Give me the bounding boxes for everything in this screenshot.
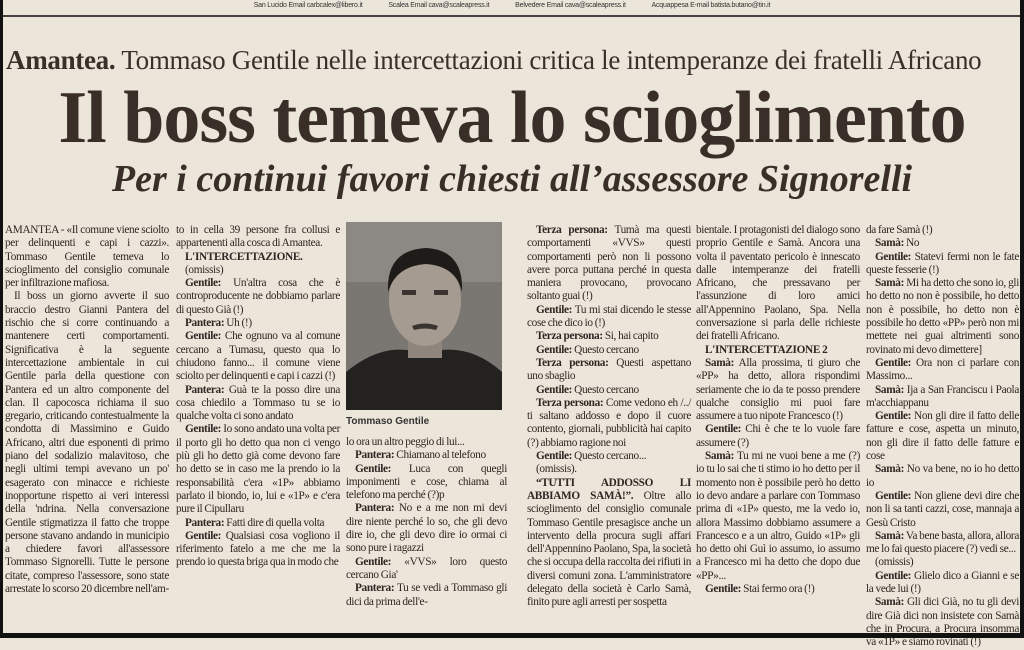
paragraph-text: Tu se vedi a Tommaso gli dici da prima dell'e- [346, 582, 507, 608]
article-column-1 [5, 224, 169, 596]
speaker-label: “TUTTI ADDOSSO LI ABBIAMO SAMÀ!”. [527, 476, 691, 502]
paragraph-text: No [904, 237, 920, 250]
paragraph-text: Come vedono eh /../ ti saltano addosso e dopo il cuore contento, giornali, pubblicità hai capito (?) abbiamo ragione noi [527, 396, 692, 449]
speaker-label: Gentile: [355, 555, 392, 568]
article-paragraph [346, 502, 507, 555]
article-paragraph [5, 224, 169, 290]
speaker-label: Gentile: [185, 423, 222, 436]
paragraph-text: Mi ha detto che sono io, gli ho detto no non è possibile, ho detto non è possibile, ho detto non è possibile ho detto «PP» però non mi mettete nei guai altrimenti sono rovinato mi devo dimettere] [866, 277, 1019, 356]
article-paragraph [346, 449, 507, 462]
speaker-label: Gentile: [185, 330, 222, 343]
headline: Il boss temeva lo scioglimento [58, 77, 966, 159]
speaker-label: Pantera: [185, 317, 225, 330]
paragraph-text: Un'altra cosa che è controproducente ne dobbiamo parlare di questo Già (!) [176, 277, 340, 316]
speaker-label: Gentile: [875, 489, 912, 502]
paragraph-text: Si, hai capito [602, 330, 659, 343]
kicker-text: Tommaso Gentile nelle intercettazioni critica le intemperanze dei fratelli Africano [121, 45, 982, 75]
speaker-label: Gentile: [875, 410, 912, 423]
paragraph-text: to in cella 39 persone fra collusi e appartenenti alla cosca di Amantea. [176, 224, 340, 250]
speaker-label: Gentile: [355, 462, 392, 475]
photo-caption: Tommaso Gentile [346, 416, 430, 427]
article-paragraph [527, 344, 691, 357]
article-column-6 [866, 224, 1019, 650]
paragraph-text: Io sono andato una volta per il porto gli ho detto qua non ci vengo più gli ho detto già come devono fare ho detto se in caso me la prendo io la responsabilità c'era «1P» abbiamo parlato il biondo, io, lui e «1P» e c'era pure il Cipullaru [176, 423, 340, 516]
article-paragraph [866, 570, 1019, 597]
speaker-label: Gentile: [875, 356, 912, 369]
paragraph-text: Chi è che te lo vuole fare assumere (?) [696, 423, 860, 449]
speaker-label: Pantera: [355, 449, 395, 462]
paragraph-text: Non gliene devi dire che non li sa tanti cazzi, cose, mannaja a Gesù Cristo [866, 489, 1019, 529]
paragraph-text: Tu mi ne vuoi bene a me (?) io tu lo sai che ti stimo io ho detto per il momento non è possibile però ho detto io devo andare a parlare con Tommaso prima di «1P» questo, me la vedo io, allora Massimo dobbiamo assumere a Francesco e a un altro, Guido «1P» gli ho detto ohi Guì io assumo, io assumo a Francesco mi ha detto che dopo due «PP»... [696, 450, 860, 582]
article-paragraph [176, 330, 340, 383]
portrait-image [346, 222, 502, 410]
article-paragraph [176, 384, 340, 424]
paragraph-text: bientale. I protagonisti del dialogo sono proprio Gentile e Samà. Ancora una volta il paventato pericolo è innescato dalle intemperanze dei fratelli Africano, che pressavano per l'assunzione di loro amici all'Appennino Paolano, Spa. Nella conversazione si parla delle richieste dei fratelli Africano. [696, 224, 860, 343]
article-column-4 [527, 224, 691, 610]
paragraph-text: No va bene, no io ho detto io [866, 463, 1019, 489]
article-paragraph [527, 330, 691, 343]
speaker-label: Gentile: [705, 423, 742, 436]
article-paragraph [527, 224, 691, 304]
contact-san-lucido: San Lucido Email carbcalex@libero.it [253, 2, 363, 9]
paragraph-text: Questo cercano [572, 343, 639, 356]
paragraph-text: Questo cercano... [572, 450, 647, 463]
speaker-label: Samà: [705, 356, 735, 369]
paragraph-text: (omissis) [185, 263, 224, 276]
paragraph-text: Questo cercano [572, 383, 639, 396]
paragraph-text: Statevi fermi non le fate queste fesserie (!) [866, 250, 1019, 276]
speaker-label: Pantera: [185, 383, 225, 396]
contact-scalea: Scalea Email cava@scaleapress.it [388, 2, 490, 9]
paragraph-text: Gli dici Già, no tu gli devi dire Già dici non insistete con Samà che in Procura, a Procura insomma va «1P» e siamo rovinati (!) [866, 596, 1019, 649]
article-paragraph [866, 237, 1019, 250]
speaker-label: Samà: [875, 463, 905, 476]
paragraph-text: Chiamano al telefono [394, 449, 486, 462]
paragraph-text: L'INTERCETTAZIONE. [185, 250, 303, 263]
article-paragraph [866, 490, 1019, 530]
paragraph-text: Questi aspettano uno sbaglio [527, 356, 692, 383]
article-paragraph [346, 582, 507, 609]
speaker-label: Samà: [875, 383, 905, 396]
speaker-label: Terza persona: [536, 224, 608, 236]
article-paragraph [176, 224, 340, 251]
paragraph-text: Oltre allo scioglimento del consiglio comunale Tommaso Gentile presagisce anche un intervento della procura sugli affari dell'Appennino Paolano, Spa, la società che si occupa della raccolta dei rifiuti in diversi comuni zona. L'amministratore delegato della società è Carlo Samà, finito pure agli arresti per sospetta [527, 489, 691, 609]
paragraph-text: Che ognuno va al comune cercano a Tumasu, questo qua lo chiudono fanno... il comune viene sciolto per delinquenti e capi i cazzi (!) [176, 330, 340, 383]
kicker-place: Amantea. [6, 45, 116, 75]
article-paragraph [527, 450, 691, 463]
section-heading [696, 344, 860, 357]
article-paragraph [866, 463, 1019, 490]
paragraph-text: Non gli dire il fatto delle fatture e cose, aspetta un minuto, non gli dire il fatto delle fatture e cose [866, 410, 1019, 463]
speaker-label: Samà: [875, 529, 905, 542]
paragraph-text: L'INTERCETTAZIONE 2 [705, 343, 828, 356]
portrait-photo [346, 222, 502, 410]
paragraph-text: Ija a San Franciscu i Paola m'acchiappanu [866, 383, 1019, 409]
paragraph-text: Tu mi stai dicendo le stesse cose che dico io (!) [527, 303, 691, 330]
speaker-label: Samà: [875, 237, 905, 250]
article-paragraph [866, 357, 1019, 384]
paragraph-text: Fatti dire di quella volta [224, 516, 325, 529]
paragraph-text: Alla prossima, ti giuro che «PP» ha detto, allora rispondimi seriamente che io da te posso prendere qualche consiglio mi puoi fare assumere a tuo nipote Francesco (!) [696, 356, 860, 423]
paragraph-text: Tumà ma questi comportamenti «VVS» questi comportamenti però non li possono avere porca puttana perché in questa maniera provocano, provocano soltanto guai (!) [527, 224, 691, 303]
article-paragraph [866, 410, 1019, 463]
speaker-label: Gentile: [536, 303, 573, 316]
article-paragraph [176, 317, 340, 330]
contact-acquappesa: Acquappesa E-mail batista.butano@tin.it [651, 2, 771, 9]
article-paragraph [527, 397, 691, 450]
paragraph-text: No e a me non mi devi dire niente perché lo so, che gli devo dire io, che gli devo dire io ormai ci sono pure i ragazzi [346, 502, 507, 555]
paragraph-text: da fare Samà (!) [866, 224, 933, 236]
article-paragraph [866, 384, 1019, 411]
article-paragraph [527, 477, 691, 610]
paragraph-text: Guà te la posso dire una cosa chiedilo a Tommaso tu se io qualche volta ci sono andato [176, 383, 340, 423]
kicker [6, 44, 1018, 76]
article-paragraph [866, 277, 1019, 357]
article-paragraph [176, 264, 340, 277]
article-paragraph [696, 450, 860, 583]
speaker-label: Pantera: [185, 516, 225, 529]
speaker-label: Terza persona: [536, 356, 609, 369]
article-paragraph [696, 224, 860, 344]
article-paragraph [176, 277, 340, 317]
article-column-2 [176, 224, 340, 570]
article-paragraph [176, 530, 340, 570]
paragraph-text: (omissis). [536, 463, 577, 476]
article-paragraph [866, 596, 1019, 649]
speaker-label: Terza persona: [536, 330, 603, 343]
article-paragraph [5, 290, 169, 596]
speaker-label: Gentile: [536, 450, 573, 463]
speaker-label: Gentile: [536, 343, 573, 356]
article-paragraph [866, 530, 1019, 557]
speaker-label: Gentile: [875, 569, 912, 582]
article-paragraph [866, 556, 1019, 569]
paragraph-text: Il boss un giorno avverte il suo braccio destro Gianni Pantera del rischio che si corre continuando a mantenere certi comportamenti. Significativa è la seguente intercettazione ambientale in cui Gentile parla della questione con Pantera ed un altro componente del clan. Il capocosca richiama il suo gregario, criticando contestualmente la condotta di Massimino e Guido Africano, altri due esponenti di primo piano del sodalizio malavitoso, che negli ultimi tempi avevano un po' esagerato con minacce e richieste inopportune rispetto ai veri interessi della 'ndrina. Nella conversazione Gentile stigmatizza il fatto che troppe persone stavano andando in municipio a chiedere favori all'assessore Tommaso Signorelli. Tutte le persone citate, compreso l'assessore, sono state arrestate lo scorso 20 dicembre nell'am- [5, 290, 169, 596]
contact-belvedere: Belvedere Email cava@scaleapress.it [515, 2, 626, 9]
article-paragraph [866, 224, 1019, 237]
paragraph-text: Va bene basta, allora, allora me lo fai questo piacere (?) vedi se... [866, 529, 1019, 556]
speaker-label: Gentile: [185, 529, 222, 542]
article-paragraph [176, 517, 340, 530]
article-paragraph [696, 583, 860, 596]
paragraph-text: (omissis) [875, 556, 914, 569]
speaker-label: Samà: [875, 277, 905, 290]
article-paragraph [346, 463, 507, 503]
speaker-label: Terza persona: [536, 396, 604, 409]
article-paragraph [527, 463, 691, 476]
speaker-label: Gentile: [705, 583, 742, 596]
article-paragraph [176, 423, 340, 516]
article-paragraph [696, 357, 860, 423]
section-heading [176, 251, 340, 264]
article-paragraph [527, 384, 691, 397]
paragraph-text: Stai fermo ora (!) [741, 583, 815, 596]
paragraph-text: Uh (!) [224, 317, 252, 330]
article-paragraph [346, 436, 507, 449]
paragraph-text: Luca con quegli imponimenti e cose, chiama al telefono ma perché (?)p [346, 462, 507, 502]
article-paragraph [866, 251, 1019, 278]
subheadline: Per i continui favori chiesti all’assessore Signorelli [111, 158, 913, 200]
article-paragraph [527, 357, 691, 384]
paragraph-text: AMANTEA - «Il comune viene sciolto per delinquenti e capi i cazzi». Tommaso Gentile temeva lo scioglimento del consiglio comunale per infiltrazione mafiosa. [5, 224, 169, 290]
speaker-label: Gentile: [185, 277, 222, 290]
speaker-label: Samà: [705, 450, 735, 463]
speaker-label: Pantera: [355, 502, 395, 515]
paragraph-text: Qualsiasi cosa vogliono il riferimento fatelo a me che me la prendo io questa briga qua in modo che [176, 529, 340, 569]
header-rule [3, 15, 1020, 17]
article-column-5 [696, 224, 860, 596]
paragraph-text: «VVS» loro questo cercano Gia' [346, 555, 507, 581]
contacts-bar [0, 0, 1024, 11]
speaker-label: Gentile: [536, 383, 573, 396]
speaker-label: Samà: [875, 596, 905, 609]
speaker-label: Gentile: [875, 250, 912, 263]
speaker-label: Pantera: [355, 582, 395, 595]
paragraph-text: Glielo dico a Gianni e se la vede lui (!) [866, 569, 1019, 596]
paragraph-text: lo ora un altro peggio di lui... [346, 436, 465, 448]
article-paragraph [346, 556, 507, 583]
article-paragraph [696, 423, 860, 450]
article-column-3 [346, 436, 507, 609]
paragraph-text: Ora non ci parlare con Massimo... [866, 356, 1019, 383]
article-paragraph [527, 304, 691, 331]
